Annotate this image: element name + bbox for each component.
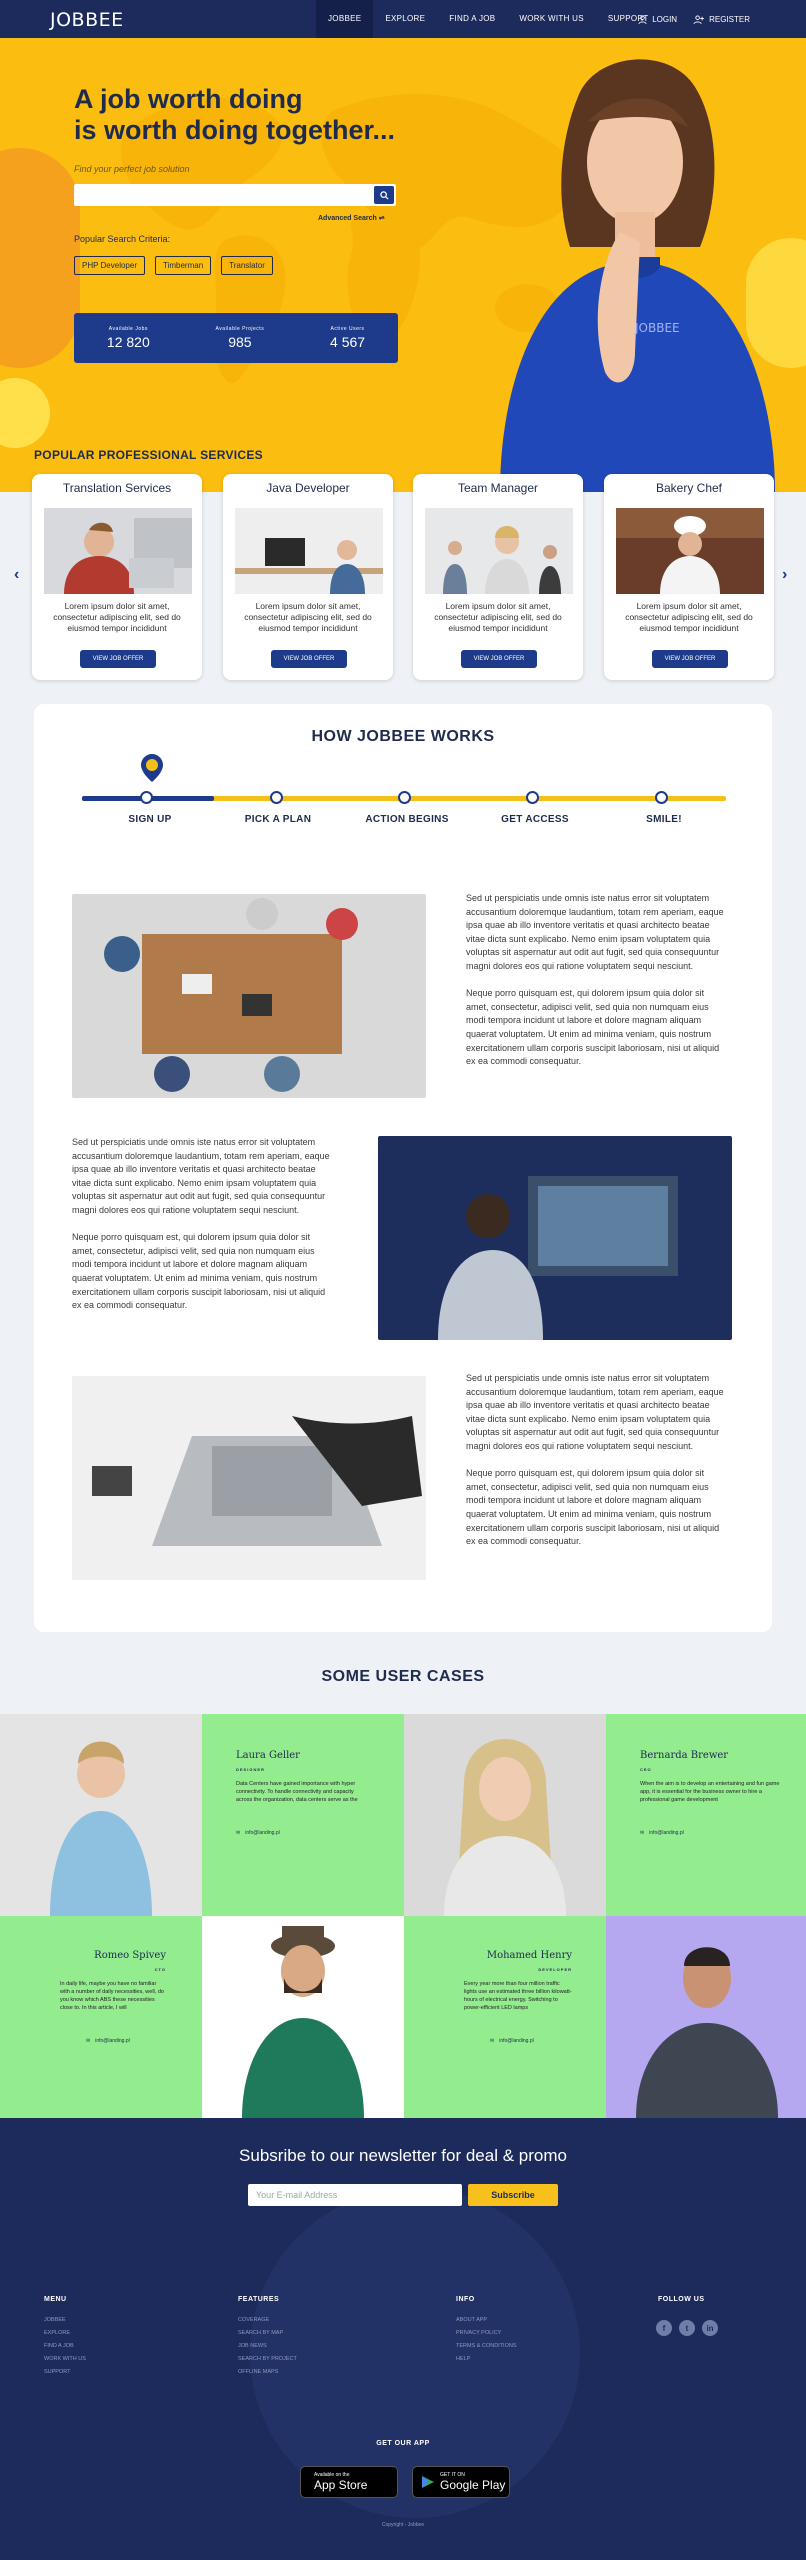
service-card-desc: Lorem ipsum dolor sit amet, consectetur adipiscing elit, sed do eiusmod tempor incididunt [53,601,181,633]
email-link[interactable] [86,2038,166,2044]
user-role: CEO [640,1767,652,1772]
decor-blob [0,148,80,368]
step-dot[interactable] [655,791,668,804]
email-link[interactable] [640,1830,784,1836]
footer-col-heading: FOLLOW US [658,2296,705,2303]
auth-links [638,0,750,38]
mail-icon: ✉ [490,2038,495,2044]
register-link[interactable] [693,15,750,24]
user-cases-title: SOME USER CASES [321,1668,485,1685]
hero-title-line2: is worth doing together... [74,115,395,145]
footer-link[interactable]: SEARCH BY MAP [238,2330,284,2336]
chip-timberman[interactable]: Timberman [155,256,211,275]
user-name: Mohamed Henry [486,1950,572,1961]
footer-link[interactable]: PRIVACY POLICY [456,2330,502,2336]
section-title: HOW JOBBEE WORKS [311,728,495,745]
footer-col-heading: MENU [44,2296,67,2303]
email-link[interactable] [236,1830,370,1836]
mail-icon: ✉ [86,2038,91,2044]
stat-label: Available Jobs [108,326,148,332]
user-photo-man-smiling [606,1916,806,2118]
footer-link[interactable]: SEARCH BY PROJECT [238,2356,297,2362]
main-menu [316,0,661,38]
laptop-work-photo [72,1376,426,1580]
user-case-card [404,1916,606,2118]
user-photo-romeo [202,1916,404,2118]
search-label: Find your perfect job solution [74,164,190,174]
chip-translator[interactable]: Translator [221,256,273,275]
popular-criteria-label: Popular Search Criteria: [74,234,171,244]
carousel-prev-icon[interactable]: ‹ [14,566,20,583]
newsletter-title: Subsribe to our newsletter for deal & promo [239,2146,567,2165]
service-card-title: Team Manager [457,481,539,495]
store-small-text: GET IT ON [440,2472,465,2478]
email-text: info@landing.pl [499,2038,534,2044]
step-dot[interactable] [526,791,539,804]
view-job-offer-button[interactable]: VIEW JOB OFFER [80,650,156,668]
service-card[interactable] [223,474,393,680]
login-label: LOGIN [652,14,678,24]
developer-photo [235,508,383,594]
footer-info-col [456,2296,517,2369]
how-paragraph [466,1372,728,1549]
user-photo-laura [0,1714,202,1916]
user-quote: When the aim is to develop an entertaining and fun game app, it is essential for the business owner to hire a professional game development [640,1781,780,1803]
footer-link[interactable]: JOBBEE [44,2317,66,2323]
search-icon [380,191,389,200]
newsletter-email-input[interactable]: Your E-mail Address [248,2184,462,2206]
stat-label: Active Users [330,326,365,332]
service-card[interactable] [32,474,202,680]
how-paragraph [72,1136,334,1313]
step-dot[interactable] [140,791,153,804]
user-case-card [202,1714,404,1916]
register-label: REGISTER [709,14,750,24]
add-user-icon [693,15,704,24]
search-button[interactable] [374,186,394,204]
user-role: DEVELOPER [538,1967,572,1972]
email-text: info@landing.pl [95,2038,130,2044]
step-dot[interactable] [270,791,283,804]
user-icon [638,15,647,24]
footer-features-col [238,2296,297,2382]
stat-available-projects [216,326,265,350]
hero-woman-photo [470,52,790,492]
step-dot[interactable] [398,791,411,804]
footer-col-heading: INFO [456,2296,475,2303]
service-card-title: Java Developer [266,481,350,495]
decor-circle [0,378,50,448]
footer-link[interactable]: ABOUT APP [456,2317,488,2323]
stats-panel [74,313,398,363]
step-label: PICK A PLAN [244,814,312,825]
google-play-button[interactable] [412,2466,510,2498]
user-role: DESIGNER [236,1767,265,1772]
login-link[interactable] [638,15,677,24]
nav-find-a-job[interactable]: FIND A JOB [449,14,496,23]
service-card-desc: Lorem ipsum dolor sit amet, consectetur adipiscing elit, sed do eiusmod tempor incididunt [244,601,372,633]
footer-link[interactable]: SUPPORT [44,2369,71,2375]
user-case-card [0,1916,202,2118]
hero-section [0,38,806,492]
job-search-input[interactable] [74,184,396,206]
footer [0,2118,806,2560]
footer-link[interactable]: JOB NEWS [238,2343,267,2349]
email-text: info@landing.pl [245,1830,280,1836]
user-name: Bernarda Brewer [640,1750,729,1761]
footer-link[interactable]: HELP [456,2356,471,2362]
store-small-text: Available on the [314,2472,350,2478]
services-title: POPULAR PROFESSIONAL SERVICES [34,448,263,462]
mail-icon: ✉ [640,1830,645,1836]
mail-icon: ✉ [236,1830,241,1836]
stat-value: 12 820 [106,334,150,350]
top-navbar [0,0,806,38]
footer-link[interactable]: OFFLINE MAPS [238,2369,279,2375]
twitter-icon[interactable]: t [679,2320,695,2336]
subscribe-button[interactable]: Subscribe [468,2184,558,2206]
service-card-title: Bakery Chef [655,481,723,495]
user-name: Laura Geller [236,1750,300,1761]
nav-support[interactable]: SUPPORT [607,14,649,23]
step-label: ACTION BEGINS [365,814,449,825]
paragraph-text: Neque porro quisquam est, qui dolorem ipsum quia dolor sit amet, consectetur, adipisci velit, sed quia non numquam eius modi tempora incidunt ut labore et dolore magnam aliquam quaerat voluptatem. Ut enim ad minima veniam, quis nostrum exercitationem ullam corporis suscipit laboriosam, nisi ut aliquid ex ea commodi consequatur. [72,1232,326,1311]
how-it-works-section [34,704,772,1632]
step-label: SIGN UP [128,814,172,825]
view-job-offer-button[interactable]: VIEW JOB OFFER [271,650,347,668]
paragraph-text: Sed ut perspiciatis unde omnis iste natus error sit voluptatem accusantium doloremque laudantium, totam rem aperiam, eaque ipsa quae ab illo inventore veritatis et quasi architecto beatae vitae dicta sunt explicabo. Nemo enim ipsam voluptatem quia voluptas sit aspernatur aut odit aut fugit, sed quia consequuntur magni dolores eos qui ratione voluptatem sequi nesciunt. [466,893,724,971]
service-card-title: Translation Services [62,481,172,495]
team-manager-photo [425,508,573,594]
nav-jobbee[interactable]: JOBBEE [316,0,373,38]
chef-photo [616,508,764,594]
how-paragraph [466,892,728,1069]
criteria-chips [74,256,273,275]
footer-link[interactable]: FIND A JOB [44,2343,74,2349]
footer-link[interactable]: COVERAGE [238,2317,270,2323]
nav-work-with-us[interactable]: WORK WITH US [519,14,584,23]
chip-php-developer[interactable]: PHP Developer [74,256,145,275]
social-icons [656,2320,718,2336]
facebook-icon[interactable]: f [656,2320,672,2336]
advanced-search-link[interactable] [318,214,385,222]
advanced-search-label: Advanced Search [318,215,377,222]
stat-value: 4 567 [330,334,366,350]
step-label: SMILE! [646,814,682,825]
footer-menu-col [44,2296,86,2382]
hero-title-line1: A job worth doing [74,84,303,114]
user-photo-bernarda [404,1714,606,1916]
google-play-icon [421,2475,435,2489]
team-meeting-photo [72,894,426,1098]
footer-follow-col [658,2296,705,2317]
footer-link[interactable]: WORK WITH US [44,2356,86,2362]
stat-value: 985 [228,334,252,350]
stat-active-users [330,326,365,350]
email-text: info@landing.pl [649,1830,684,1836]
service-card-desc: Lorem ipsum dolor sit amet, consectetur adipiscing elit, sed do eiusmod tempor incididunt [625,601,753,633]
user-quote: In daily life, maybe you have no familiar with a number of daily necessities, well, do you know which ABS these necessities close to. In this article, I will [60,1981,164,2011]
user-name: Romeo Spivey [94,1950,166,1961]
user-quote: Data Centers have gained importance with hyper connectivity. To handle connectivity and capacity across the organization, data centers serve as the [236,1781,358,1803]
svg-text:JOBBEE: JOBBEE [635,321,680,335]
service-card[interactable] [413,474,583,680]
services-carousel [32,474,774,680]
store-big-text: App Store [314,2478,368,2492]
email-link[interactable] [490,2038,572,2044]
paragraph-text: Neque porro quisquam est, qui dolorem ipsum quia dolor sit amet, consectetur, adipisci velit, sed quia non numquam eius modi tempora incidunt ut labore et dolore magnam aliquam quaerat voluptatem. Ut enim ad minima veniam, quis nostrum exercitationem ullam corporis suscipit laboriosam, nisi ut aliquid ex ea commodi consequatur. [466,988,720,1067]
paragraph-text: Sed ut perspiciatis unde omnis iste natus error sit voluptatem accusantium doloremque laudantium, totam rem aperiam, eaque ipsa quae ab illo inventore veritatis et quasi architecto beatae vitae dicta sunt explicabo. Nemo enim ipsam voluptatem quia voluptas sit aspernatur aut odit aut fugit, sed quia consequuntur magni dolores eos qui ratione voluptatem sequi nesciunt. [72,1137,330,1215]
footer-link[interactable]: EXPLORE [44,2330,70,2336]
designer-at-computer-photo [378,1136,732,1340]
sliders-icon: ⇌ [378,215,385,222]
logo[interactable]: JOBBEE [50,9,124,31]
user-case-card [606,1714,806,1916]
linkedin-icon[interactable]: in [702,2320,718,2336]
hero-title [74,84,454,146]
service-card[interactable] [604,474,774,680]
nav-explore[interactable]: EXPLORE [385,14,426,23]
step-label: GET ACCESS [501,814,569,825]
user-quote: Every year more than four million traffic lights use an estimated three billion kilowatt-hours of electrical energy. Switching to power-efficient LED lamps [464,1981,572,2011]
paragraph-text: Neque porro quisquam est, qui dolorem ipsum quia dolor sit amet, consectetur, adipisci velit, sed quia non numquam eius modi tempora incidunt ut labore et dolore magnam aliquam quaerat voluptatem. Ut enim ad minima veniam, quis nostrum exercitationem ullam corporis suscipit laboriosam, nisi ut aliquid ex ea commodi consequatur. [466,1468,720,1547]
stat-available-jobs [107,326,150,350]
footer-link[interactable]: TERMS & CONDITIONS [456,2343,517,2349]
progress-steps [82,794,726,804]
app-store-button[interactable] [300,2466,398,2498]
stat-label: Available Projects [215,326,265,332]
translator-photo [44,508,192,594]
view-job-offer-button[interactable]: VIEW JOB OFFER [652,650,728,668]
user-role: CTO [154,1967,166,1972]
service-card-desc: Lorem ipsum dolor sit amet, consectetur adipiscing elit, sed do eiusmod tempor incididunt [434,601,562,633]
map-pin-icon [141,754,163,782]
footer-col-heading: FEATURES [238,2296,280,2303]
paragraph-text: Sed ut perspiciatis unde omnis iste natus error sit voluptatem accusantium doloremque laudantium, totam rem aperiam, eaque ipsa quae ab illo inventore veritatis et quasi architecto beatae vitae dicta sunt explicabo. Nemo enim ipsam voluptatem quia voluptas sit aspernatur aut odit aut fugit, sed quia consequuntur magni dolores eos qui ratione voluptatem sequi nesciunt. [466,1373,724,1451]
view-job-offer-button[interactable]: VIEW JOB OFFER [461,650,537,668]
get-app-title: GET OUR APP [376,2440,430,2447]
copyright: Copyright - Jobbee [381,2522,425,2528]
carousel-next-icon[interactable]: › [782,566,788,583]
store-big-text: Google Play [440,2478,506,2492]
